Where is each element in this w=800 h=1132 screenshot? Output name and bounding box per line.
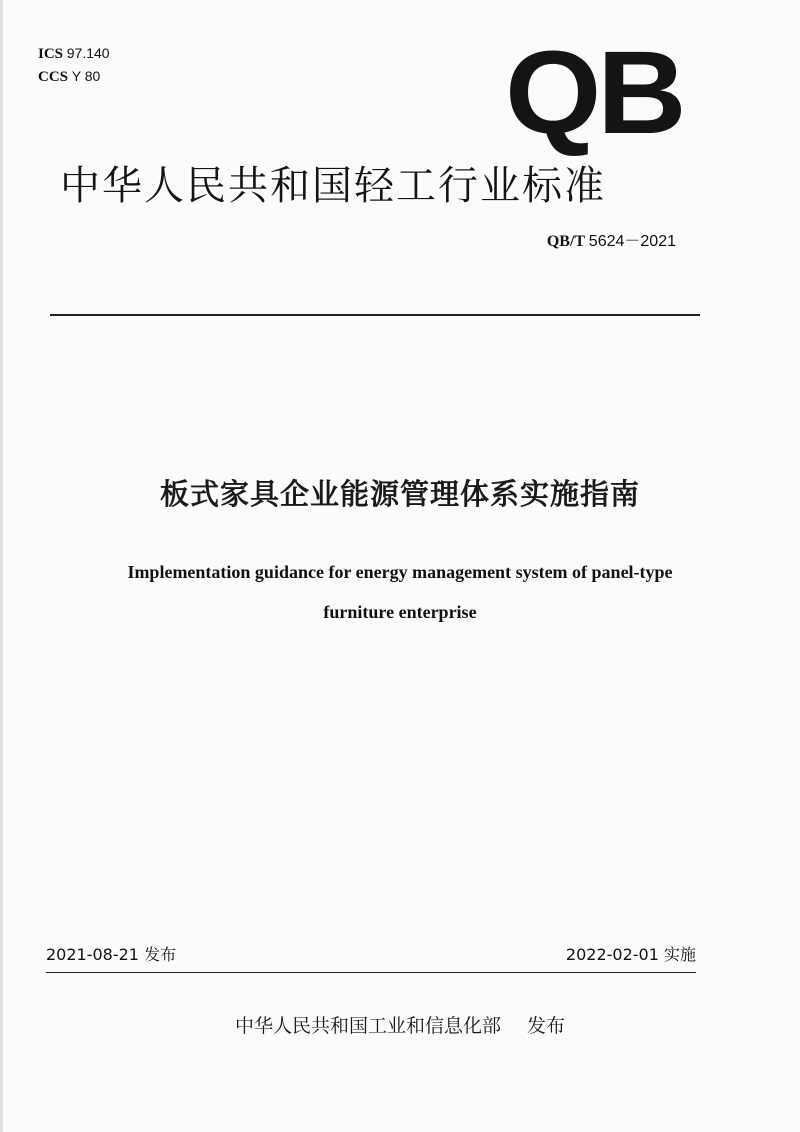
ccs-value: Y 80	[71, 68, 101, 84]
issue-date: 2021-08-21 发布	[46, 945, 177, 964]
document-title-en-line2: furniture enterprise	[323, 602, 477, 622]
document-title-en-line1: Implementation guidance for energy management system of panel-type	[127, 562, 673, 582]
ccs-label: CCS	[38, 69, 69, 85]
document-title-cn: 板式家具企业能源管理体系实施指南	[159, 477, 640, 511]
issuer	[0, 1012, 800, 1040]
standard-number-value: 5624－2021	[588, 233, 676, 250]
standard-number-prefix: QB/T	[546, 233, 585, 250]
ics-label: ICS	[38, 46, 64, 62]
qb-logo: QB	[505, 27, 683, 159]
ics-value: 97.140	[66, 45, 110, 61]
ics-code	[38, 44, 110, 63]
top-divider	[50, 314, 700, 316]
bottom-divider	[46, 972, 696, 973]
standard-category-title: 中华人民共和国轻工行业标准	[60, 163, 606, 209]
issuer-name: 中华人民共和国工业和信息化部	[234, 1015, 501, 1037]
standard-number	[547, 232, 676, 252]
ccs-code	[38, 67, 100, 86]
issuer-action: 发布	[527, 1015, 566, 1037]
implementation-date: 2022-02-01 实施	[565, 945, 696, 964]
